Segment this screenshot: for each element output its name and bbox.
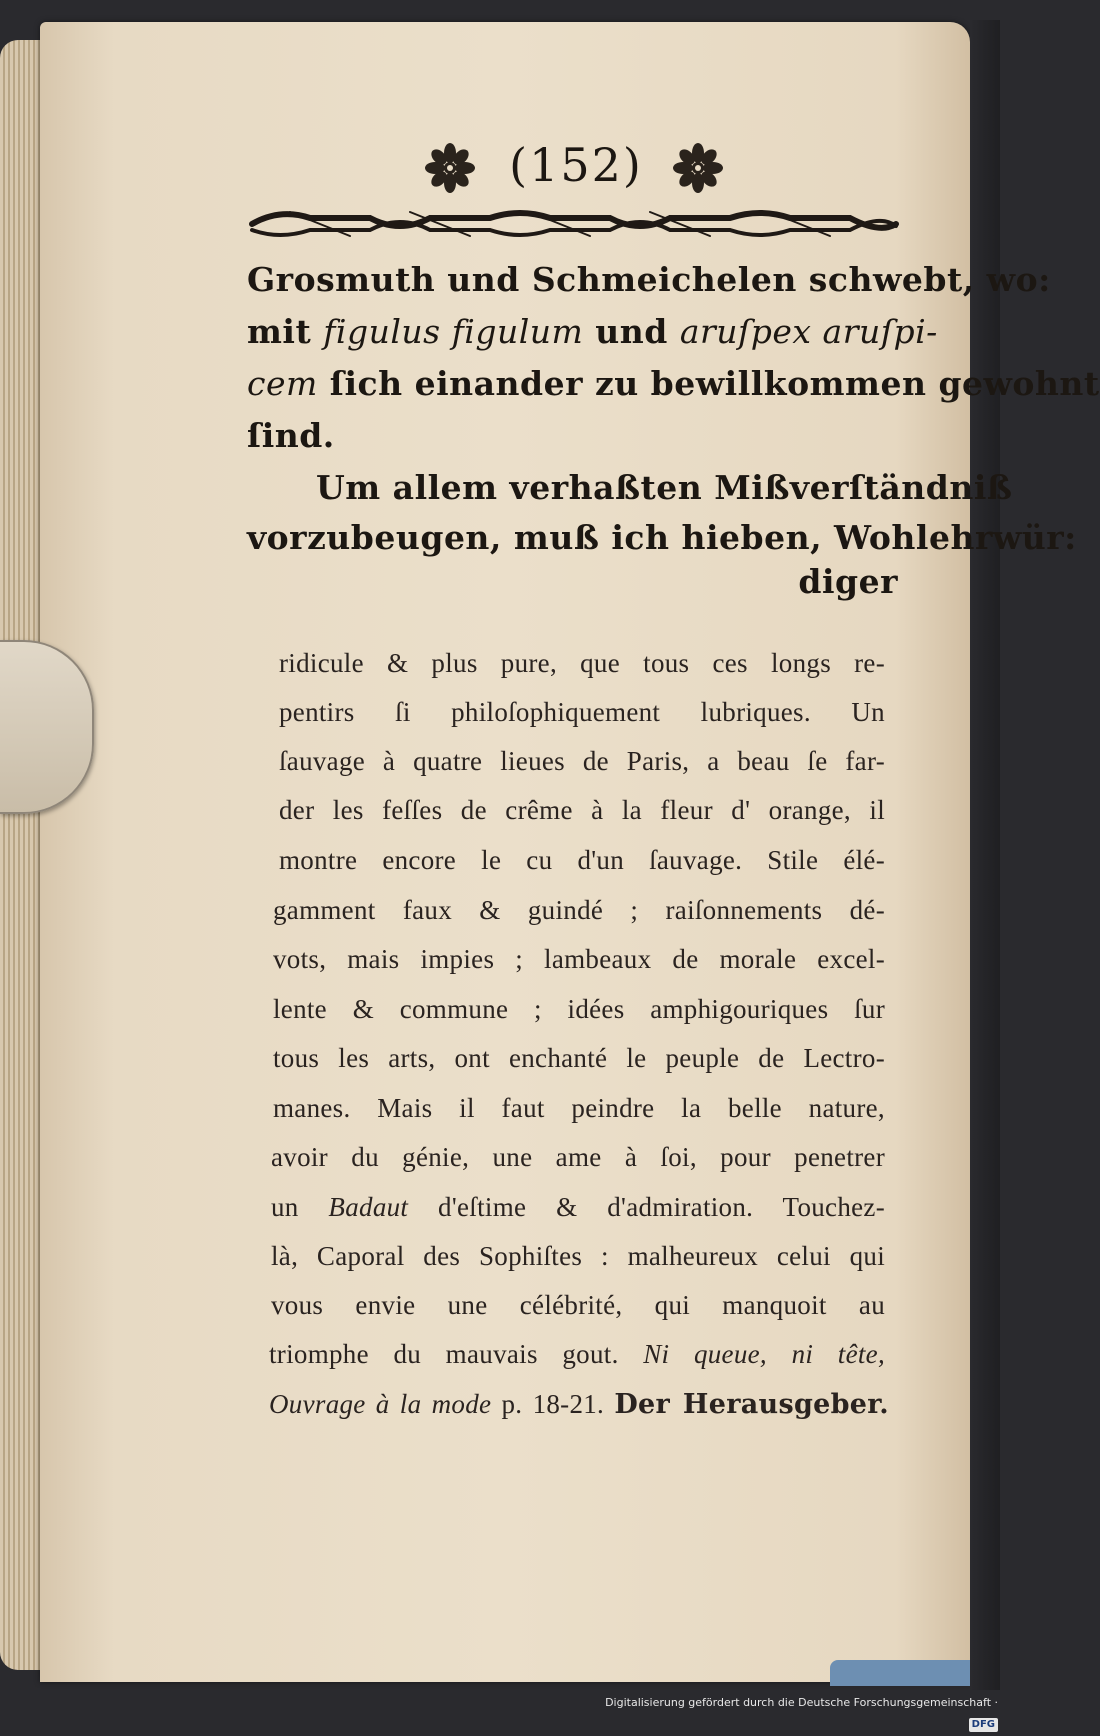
text-line — [271, 1192, 885, 1223]
text-span: manes. Mais il faut peindre la belle nature, — [273, 1093, 885, 1123]
text-line — [273, 1043, 885, 1074]
text-line — [273, 895, 885, 926]
text-span: diger — [798, 562, 898, 601]
text-span: Um allem verhaßten Mißverſtändniß — [316, 468, 1013, 507]
text-span: p. 18-21. — [491, 1389, 615, 1419]
page-header — [424, 138, 724, 198]
text-line — [247, 364, 1100, 403]
text-line — [279, 845, 885, 876]
text-span: là, Caporal des Sophiſtes : malheureux celui qui — [271, 1241, 885, 1271]
italic-span: figulus figulum — [323, 312, 584, 351]
text-span: ſauvage à quatre lieues de Paris, a beau ſe far- — [279, 746, 885, 776]
text-line — [271, 1290, 885, 1321]
italic-span: Ni queue, ni tête, — [643, 1339, 885, 1369]
text-line — [798, 562, 898, 601]
text-span: ridicule & plus pure, que tous ces longs re- — [279, 648, 885, 678]
text-span: ſich einander zu bewillkommen gewohnt — [317, 364, 1100, 403]
text-span: gamment faux & guindé ; raiſonnements dé- — [273, 895, 885, 925]
ornamental-rule — [250, 204, 898, 244]
text-span: der les feſſes de crême à la fleur d' orange, il — [279, 795, 885, 825]
rosette-ornament-icon — [424, 142, 476, 194]
italic-span: aruſpex aruſpi- — [679, 312, 938, 351]
text-span: avoir du génie, une ame à ſoi, pour penetrer — [271, 1142, 885, 1172]
text-line — [269, 1339, 885, 1370]
text-line — [279, 697, 885, 728]
text-span: un — [271, 1192, 329, 1222]
text-line — [247, 518, 1077, 557]
blue-cloth — [830, 1660, 970, 1686]
text-line — [279, 746, 885, 777]
text-line — [316, 468, 1013, 507]
text-span: Grosmuth und Schmeichelen schwebt, wo: — [247, 260, 1051, 299]
digitization-credit — [600, 1692, 998, 1730]
text-span: vous envie une célébrité, qui manquoit au — [271, 1290, 885, 1320]
page-number: (152) — [509, 138, 643, 192]
text-line — [273, 1093, 885, 1124]
text-line — [273, 944, 885, 975]
footer-text: Digitalisierung gefördert durch die Deutsche Forschungsgemeinschaft · — [605, 1696, 998, 1709]
text-line — [271, 1142, 885, 1173]
rosette-ornament-icon — [672, 142, 724, 194]
dfg-logo: DFG — [969, 1718, 998, 1732]
text-line — [269, 1389, 889, 1420]
text-line — [273, 994, 885, 1025]
text-span: tous les arts, ont enchanté le peuple de Lectro- — [273, 1043, 885, 1073]
text-line — [279, 648, 885, 679]
text-span: Der Herausgeber. — [614, 1389, 890, 1420]
text-span: montre encore le cu d'un ſauvage. Stile élé- — [279, 845, 885, 875]
text-span: ſind. — [247, 416, 335, 455]
text-span: lente & commune ; idées amphigouriques ſur — [273, 994, 885, 1024]
italic-span: cem — [247, 364, 318, 403]
text-span: pentirs ſi philoſophiquement lubriques. Un — [279, 697, 885, 727]
text-span: mit — [247, 312, 324, 351]
text-line — [271, 1241, 885, 1272]
italic-span: Ouvrage à la mode — [269, 1389, 492, 1419]
text-span: vorzubeugen, muß ich hieben, Wohlehrwür: — [247, 518, 1077, 557]
text-span: triomphe du mauvais gout. — [269, 1339, 644, 1369]
text-span: und — [583, 312, 680, 351]
text-line — [279, 795, 885, 826]
text-line — [247, 312, 938, 351]
text-span: vots, mais impies ; lambeaux de morale excel- — [273, 944, 885, 974]
text-span: d'eſtime & d'admiration. Touchez- — [408, 1192, 885, 1222]
italic-span: Badaut — [328, 1192, 409, 1222]
text-line — [247, 260, 1051, 299]
text-line — [247, 416, 335, 455]
